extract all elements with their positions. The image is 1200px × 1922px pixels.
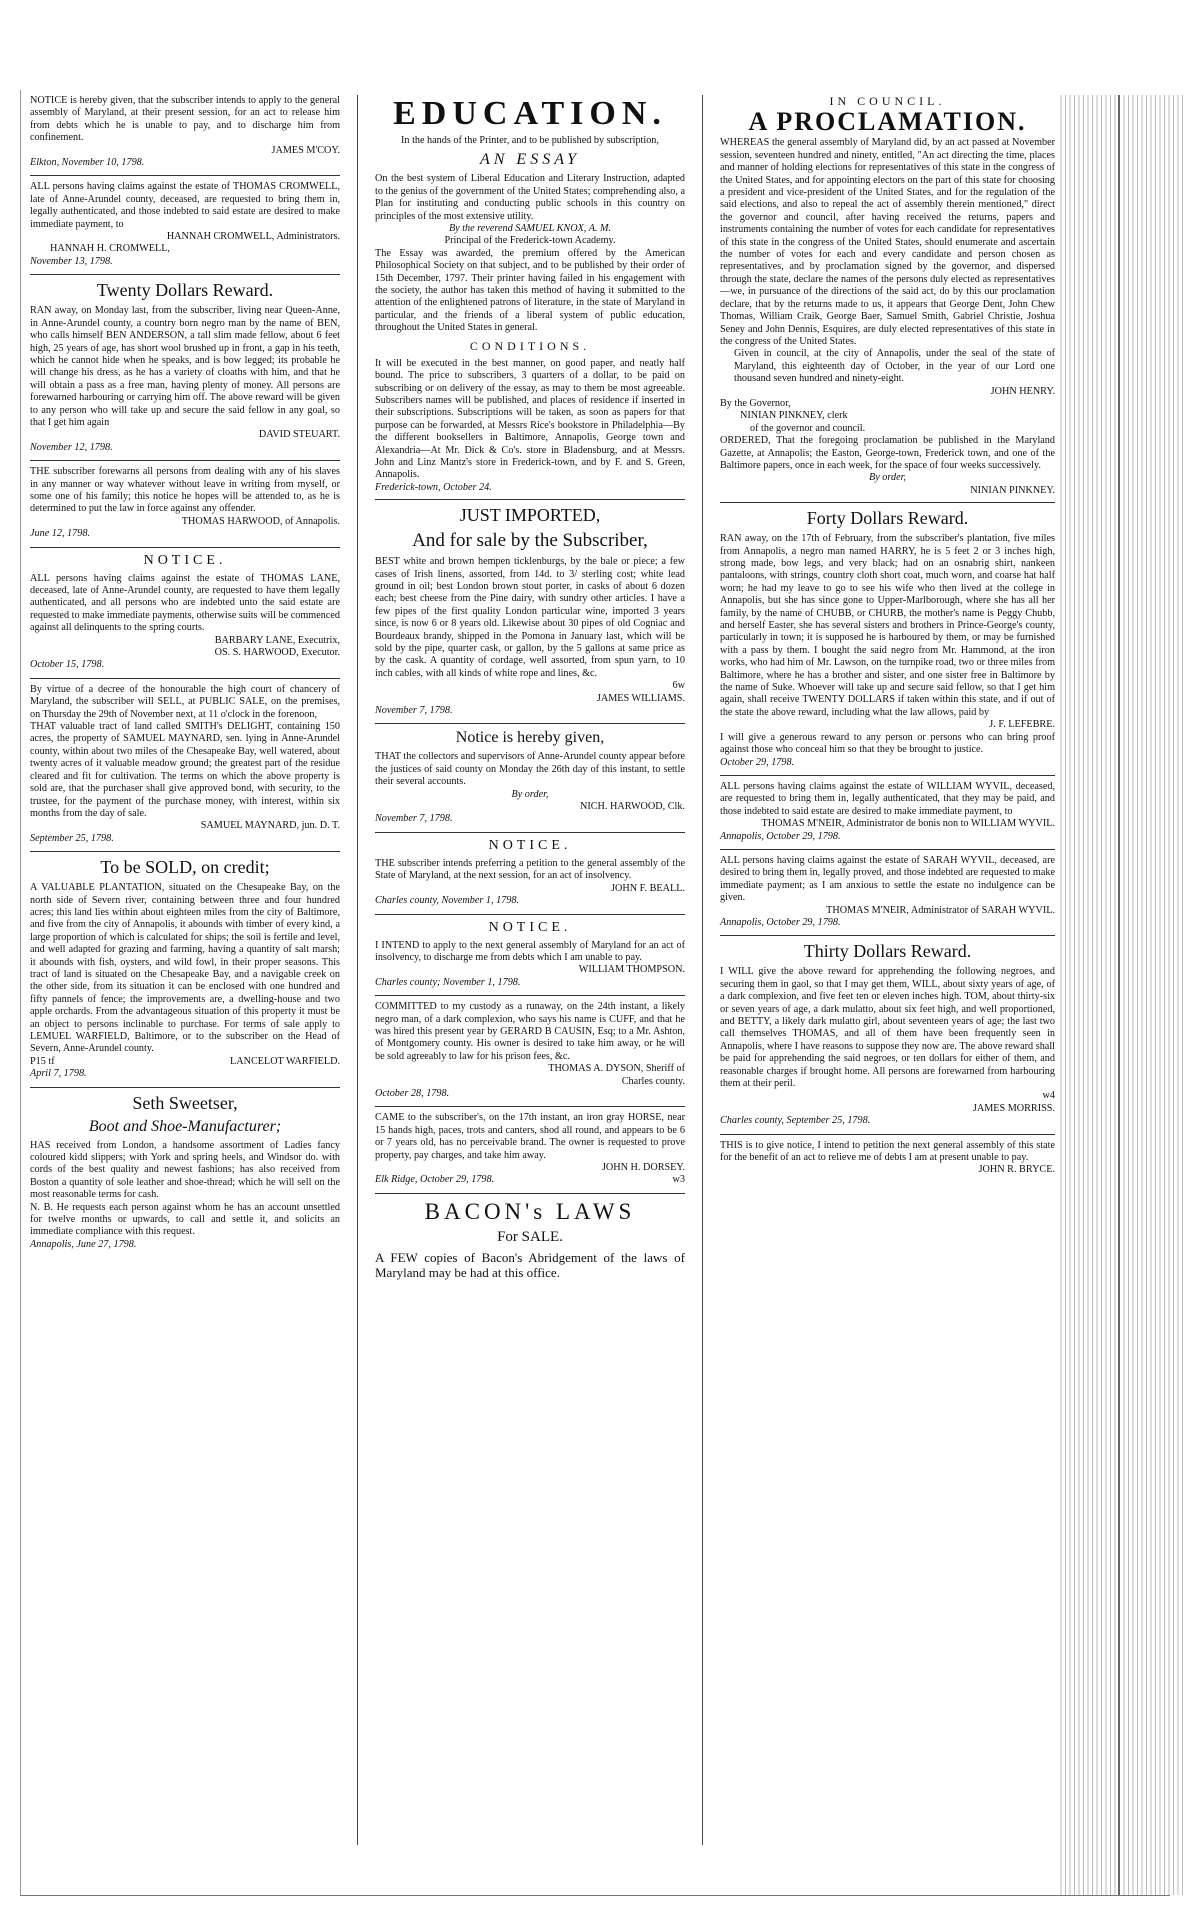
divider — [30, 547, 340, 548]
divider — [30, 851, 340, 852]
ad-signer: JAMES WILLIAMS. — [596, 692, 685, 704]
ad-text: THE subscriber intends preferring a petition to the general assembly of the State of Maryland, at the next session, for an act of insolvency. — [375, 857, 685, 882]
ad-text: ALL persons having claims against the estate of THOMAS LANE, deceased, late of Anne-Arundel county, are requested to have them legally authenticated, and all persons who are indebted unto the said estate are requested to make immediate payments, otherwise suits will be commenced against all delinquents to the spring courts. — [30, 572, 340, 634]
notice-william-wyvil — [720, 781, 1055, 843]
ad-text: BEST white and brown hempen ticklenburgs, by the bale or piece; a few cases of Irish linens, assorted, from 14d. to 3/ sterling cost; white lead ground in oil; best London brown stout porter, in casks of about 6 dozen each; best cheese from the Pine dairy, with sundry other articles. I have a few pipes of the first quality London particular wine, imported 3 years since, is now 6 or 8 years old. Likewise about 30 pipes of old Cogniac and Bourdeaux brandy, shipped in the Pomona in January last, which will be sold by the pipe, quarter cask, or gallon, by the 5 gallons at same price as by the cask. A quantity of cordage, well assorted, from spun yarn, to 10 inch cables, with all kinds of white rope and lines, &c. — [375, 556, 685, 679]
ad-text: THAT the collectors and supervisors of Anne-Arundel county appear before the justices of said county on Monday the 26th day of this instant, to settle their several accounts. — [375, 751, 685, 788]
ad-date: Elkton, November 10, 1798. — [30, 157, 145, 169]
column-divider-2 — [702, 95, 703, 1845]
ad-text: THAT valuable tract of land called SMITH's DELIGHT, containing 150 acres, the property of SAMUEL MAYNARD, sen. lying in Anne-Arundel county, within about two miles of the Chesapeake Bay, well watered, about twenty acres of it valuable meadow ground; the greatest part of the residue cleared and fit for cultivation. The terms on which the above property is sold are, that the purchaser shall give approved bond, with security, to the trustee, for the payment of the purchase money, with interest, within six months from the day of sale. — [30, 721, 340, 819]
ad-heading: Notice is hereby given, — [455, 729, 605, 747]
ad-date: Annapolis, October 29, 1798. — [720, 830, 841, 842]
ad-signer: WILLIAM THOMPSON. — [578, 964, 685, 976]
ad-mark: 6w — [672, 680, 685, 692]
proclamation-by: By the Governor, — [720, 397, 791, 409]
ad-signer: SAMUEL MAYNARD, jun. D. T. — [200, 820, 340, 832]
ad-date: Annapolis, June 27, 1798. — [30, 1238, 137, 1250]
date-text: Elk Ridge, October 29, 1798. — [375, 1174, 495, 1186]
column-1 — [30, 95, 340, 1257]
ad-date: June 12, 1798. — [30, 528, 90, 540]
education-date: Frederick-town, October 24. — [375, 481, 492, 493]
ad-text: THIS is to give notice, I intend to petition the next general assembly of this state for the benefit of an act to relieve me of debts I am at present unable to pay. — [720, 1139, 1055, 1164]
ad-date: October 28, 1798. — [375, 1087, 450, 1099]
notice-lane — [30, 553, 340, 672]
divider — [375, 499, 685, 500]
ad-signer: THOMAS M'NEIR, Administrator of SARAH WYVIL. — [826, 904, 1055, 916]
binding-edge-line — [1118, 95, 1120, 1895]
ad-text: I INTEND to apply to the next general assembly of Maryland for an act of insolvency, to discharge me from debts which I am unable to pay. — [375, 939, 685, 963]
council-heading: IN COUNCIL. — [829, 94, 946, 108]
committed-notice — [375, 1001, 685, 1100]
ad-subheading: Boot and Shoe-Manufacturer; — [88, 1117, 282, 1135]
ad-text: HAS received from London, a handsome assortment of Ladies fancy coloured kidd slippers; with York and spring heels, and Windsor do. with cords of the best quality and newest fashions; has also received from Boston a quantity of sole leather and shoe-thread; which he will sell on the most reasonable terms for cash. — [30, 1139, 340, 1201]
education-intro: In the hands of the Printer, and to be published by subscription, — [401, 135, 659, 146]
ad-text: A FEW copies of Bacon's Abridgement of the laws of Maryland may be had at this office. — [375, 1249, 685, 1280]
divider — [30, 175, 340, 176]
twenty-dollars-reward — [30, 280, 340, 454]
ad-signer: JAMES M'COY. — [271, 144, 340, 156]
divider — [30, 1087, 340, 1088]
plantation-sale — [30, 857, 340, 1081]
ad-order: By order, — [511, 788, 549, 800]
signer: LANCELOT WARFIELD. — [230, 1055, 340, 1067]
horse-notice — [375, 1112, 685, 1186]
ad-date — [375, 1174, 685, 1186]
ad-text: THE subscriber forewarns all persons from dealing with any of his slaves in any manner or way whatever without leave in writing from myself, or some one of his family; this notice he hopes will be attended to, as he is determined to put the law in force against any offender. — [30, 466, 340, 515]
ad-mark: w4 — [1042, 1090, 1055, 1102]
education-author-title: Principal of the Frederick-town Academy. — [444, 235, 616, 247]
just-imported-ad — [375, 505, 685, 717]
notice-sarah-wyvil — [720, 855, 1055, 929]
signer-1: HANNAH CROMWELL, — [166, 231, 275, 243]
notice-thompson — [375, 920, 685, 990]
ad-signer: THOMAS M'NEIR, Administrator de bonis non to WILLIAM WYVIL. — [761, 818, 1055, 830]
ad-heading: Thirty Dollars Reward. — [803, 941, 972, 962]
ad-signer: J. F. LEFEBRE. — [989, 719, 1055, 731]
divider — [375, 1106, 685, 1107]
education-text: On the best system of Liberal Education and Literary Instruction, adapted to the genius of the government of the United States; comprehending also, a Plan for instituting and conducting public schools in this country on principles of the most extensive utility. — [375, 173, 685, 222]
divider — [30, 274, 340, 275]
signer-2: HANNAH H. CROMWELL, — [50, 243, 170, 255]
proclamation-order: By order, — [869, 472, 906, 484]
ad-date: November 7, 1798. — [375, 705, 453, 717]
ad-signer-2: Charles county. — [621, 1075, 685, 1087]
page-frame-left — [20, 90, 21, 1895]
proclamation-clerk: NINIAN PINKNEY, clerk — [740, 410, 848, 422]
ad-date: Annapolis, October 29, 1798. — [720, 916, 841, 928]
conditions-text: It will be executed in the best manner, on good paper, and neatly half bound. The price to subscribers, 3 quarters of a dollar, to be paid on subscribing or on delivery of the essay, as may to them be most agreeable. Subscribers names will be published, and places of residence if inserted in their subscriptions. Subscriptions will be taken, as soon as papers for that purpose can be forwarded, at Messrs Rice's bookstore in Philadelphia—By the different booksellers in Baltimore, Annapolis, George town and Alexandria—At Mr. Dick & Co's. store in Bladensburg, and at Messrs. John and Linz Mantz's store in Frederick-town, and by F. and S. Green, Annapolis. — [375, 357, 685, 481]
divider — [375, 723, 685, 724]
divider — [720, 935, 1055, 936]
proclamation-clerk-2: of the governor and council. — [750, 422, 866, 434]
ad-text: ALL persons having claims against the estate of SARAH WYVIL, deceased, are desired to bring them in, legally proved, and those indebted are requested to make immediate payment; as I am anxious to settle the estate no indulgence can be given. — [720, 854, 1055, 904]
conditions-heading: CONDITIONS. — [469, 338, 591, 353]
ad-subheading: And for sale by the Subscriber, — [412, 530, 648, 552]
ad-text: COMMITTED to my custody as a runaway, on the 24th instant, a likely negro man, of a dark complexion, who says his name is CUFF, and that he was hired this present year by GERARD B CAUSIN, Esq; to a Mr. Ashton, of Montgomery county. His owner is desired to take him away, or he will be sold agreeably to law for his prison fees, &c. — [375, 1001, 685, 1062]
ad-signer: JOHN F. BEALL. — [611, 882, 685, 894]
divider — [720, 1134, 1055, 1135]
divider — [30, 460, 340, 461]
ad-date: September 25, 1798. — [30, 832, 114, 844]
ad-heading: Forty Dollars Reward. — [806, 508, 969, 529]
ad-date: November 12, 1798. — [30, 441, 113, 453]
divider — [720, 502, 1055, 503]
ad-date: November 7, 1798. — [375, 813, 453, 825]
divider — [375, 1193, 685, 1194]
ad-mark: w3 — [672, 1174, 685, 1186]
chancery-sale — [30, 684, 340, 845]
bacons-laws-ad — [375, 1199, 685, 1280]
ad-mark: P15 tf — [30, 1055, 55, 1067]
ad-text: NOTICE is hereby given, that the subscriber intends to apply to the general assembly of Maryland, at their present session, for an act to release him from debts which he is unable to pay, and to discharge him from confinement. — [30, 95, 340, 144]
ad-text-intro: By virtue of a decree of the honourable the high court of chancery of Maryland, the subscriber will SELL, at PUBLIC SALE, on the premises, on Thursday the 29th of November next, at 11 o'clock in the forenoon, — [30, 683, 340, 720]
ad-date: October 29, 1798. — [720, 756, 795, 768]
newspaper-page — [30, 95, 1055, 1890]
notice-collectors — [375, 729, 685, 825]
ad-heading: BACON's LAWS — [424, 1198, 636, 1224]
column-divider-1 — [357, 95, 358, 1845]
ad-signer: JOHN H. DORSEY. — [601, 1162, 685, 1173]
ad-text: ALL persons having claims against the estate of WILLIAM WYVIL, deceased, are requested to bring them in, legally authenticated, that they may be paid, and those indebted to said estate are desired to make immediate payment, to — [720, 780, 1055, 817]
divider — [720, 775, 1055, 776]
ad-text: RAN away, on the 17th of February, from the subscriber's plantation, five miles from Annapolis, a negro man named HARRY, he is 5 feet 2 or 3 inches high, strong made, bow legs, and very black; had on an osnabrig shirt, nankeen pantaloons, with strings, country cloth short coat, much worn, and coarse hat half worn; he had my leave to go to see his wife who then lived at the college in Annapolis, but she has since gone to Upper-Marlborough, where she has all her family, by the name of CHUBB, or CHURB, the mother's name is Peggy Chubb, and herself Easter, she has several sisters and brothers in Prince-George's county, particularly in town; it is supposed he is harboured by them, or may be furnished with a pass by them. I bought the said negro from Mr. Hammond, at the iron works, who had him of Mr. Lawson, on the turnpike road, two or three miles from Baltimore, where he has a brother and sister, and one sister free in Baltimore by the name of Suke. Whoever will take up and secure said fellow, so that I get him again, shall receive TWENTY DOLLARS if taken within this state, and if out of the state the above reward, including what the law allows, paid by — [720, 533, 1055, 718]
divider — [375, 995, 685, 996]
divider — [375, 914, 685, 915]
education-author: By the reverend SAMUEL KNOX, A. M. — [448, 223, 612, 235]
binding-edge — [1060, 95, 1185, 1895]
ad-heading: JUST IMPORTED, — [459, 505, 601, 526]
ad-date: November 13, 1798. — [30, 255, 113, 267]
ad-heading: Twenty Dollars Reward. — [96, 280, 274, 301]
education-title: EDUCATION. — [393, 95, 667, 132]
ad-text: I WILL give the above reward for apprehending the following negroes, and securing them in gaol, so that I may get them, WILL, about sixty years of age, of a dark complexion, and five feet ten or eleven inches high. TOM, about thirty-six or seven years of age, a dark mulatto, about six feet high, and well proportioned, and BETTY, a likely dark mulatto girl, about seventeen years of age; the last two call themselves THOMAS, and all of them have been frequently seen in Annapolis, where I have reasons to suppose they now are. The above reward shall be paid for apprehending the said negroes, or ten dollars for either of them, and reasonable charges if brought home. All persons are forewarned from harbouring them at their peril. — [720, 966, 1055, 1090]
notice-cromwell — [30, 181, 340, 268]
ad-subheading: For SALE. — [497, 1228, 563, 1245]
forty-dollars-reward — [720, 508, 1055, 769]
signer-1: BARBARY LANE, Executrix, — [214, 634, 340, 646]
ad-text: ALL persons having claims against the estate of THOMAS CROMWELL, late of Anne-Arundel county, deceased, are requested to bring them in, legally authenticated, and those indebted to said estate are desired to make immediate payment, to — [30, 181, 340, 230]
ad-signer — [30, 231, 340, 243]
proclamation-title: A PROCLAMATION. — [748, 107, 1027, 137]
divider — [375, 832, 685, 833]
notice-beall — [375, 838, 685, 908]
page-frame-bottom — [20, 1895, 1170, 1896]
ad-heading: NOTICE. — [143, 552, 227, 568]
ad-text-2: I will give a generous reward to any person or persons who can bring proof against those who conceal him so that they be brought to justice. — [720, 731, 1055, 756]
ad-heading: NOTICE. — [488, 919, 572, 935]
ad-date: April 7, 1798. — [30, 1068, 87, 1080]
ad-text: A VALUABLE PLANTATION, situated on the Chesapeake Bay, on the north side of Severn river, containing between three and four hundred acres; this land lies within about eighteen miles from the city of Baltimore, and five from the city of Annapolis, it abounds with timber of every kind, a large proportion of which is calculated for ships; the soil is fertile and level, and well adapted for grazing and farming, having a quantity of salt marsh; it abounds with fish, oysters, and wild fowl, in their proper seasons. This tract of land is situated on the Chesapeake Bay, and a navigable creek on the other side, from its situation it can be enclosed with one hundred and fifty pannels of fence; the improvements are, a dwelling-house and two apple orchards. From the advantageous situation of this property it must be an object to persons inclinable to purchase. For terms of sale apply to LEMUEL WARFIELD, Baltimore, or to the subscriber on the Head of Severn, Anne-Arundel county. — [30, 882, 340, 1055]
ad-text: RAN away, on Monday last, from the subscriber, living near Queen-Anne, in Anne-Arundel county, a country born negro man by the name of BEN, who calls himself BEN ANDERSON, a tall slim made fellow, about 6 feet high, 25 years of age, has short wool brushed up in front, a gap in his teeth, which he cannot hide when he speaks, and is bow legged; its probable he will change his dress, as he has a variety of cloaths with him, and that he will obtain a pass as a free man, having plenty of money. All persons are forewarned harbouring or carrying him off. The above reward will be given to any person who will take up and secure the said fellow in any goal, so that I get him again — [30, 305, 340, 428]
ad-signer — [30, 1056, 340, 1068]
ad-heading: Seth Sweetser, — [132, 1092, 238, 1113]
proclamation-signer: JOHN HENRY. — [990, 385, 1055, 397]
ad-heading: To be SOLD, on credit; — [100, 857, 270, 878]
column-2 — [375, 95, 685, 1286]
notice-mccoy — [30, 95, 340, 169]
signer-2: OS. S. HARWOOD, Executor. — [214, 647, 340, 659]
ad-date: Charles county, September 25, 1798. — [720, 1115, 871, 1127]
divider — [720, 849, 1055, 850]
ad-heading: NOTICE. — [488, 837, 572, 853]
proclamation-ordered: ORDERED, That the foregoing proclamation be published in the Maryland Gazette, at Annapolis; the Easton, George-town, Frederick town, and one of the Baltimore papers, once in each week, for the space of four weeks successively. — [720, 435, 1055, 471]
education-text-2: The Essay was awarded, the premium offered by the American Philosophical Society on that subject, and to be published by their order of 15th December, 1797. Their printer having failed in his engagement with the society, the author has taken this method of having it submitted to the attention of the enlightened patrons of literature, in the state of Maryland in particular, and the friends of a liberal system of public education, throughout the United States in general. — [375, 247, 685, 334]
proclamation-text: WHEREAS the general assembly of Maryland did, by an act passed at November session, seventeen hundred and ninety, entitled, "An act directing the time, places and manner of holding elections for representatives of this state in the congress of the United States, and for appointing electors on the part of this state for choosing a president and vice-president of the United States, and for the regulation of the said elections, and also to repeal the act of assembly therein mentioned," direct the governor and council, after having received the returns, papers and instruments containing the number of votes for each candidate for representatives of this state in the congress of the United States, should enumerate and ascertain the number of votes for each and every candidate and person chosen as representatives, and by proclamation signed by the governor, and dispersed through the state, declare the names of the persons duly elected as representatives—we, in pursuance of the directions of the said act, do by this our proclamation declare, that by the returns made to us, it appears that George Dent, John Chew Thomas, William Craik, George Baer, Samuel Smith, Gabriel Christie, Joshua Seney and John Dennis, Esquires, are duly elected representatives of this state in the congress of the United States. — [720, 137, 1055, 347]
proclamation-given: Given in council, at the city of Annapolis, under the seal of the state of Maryland, this eighteenth day of October, in the year of our Lord one thousand seven hundred and ninety-eight. — [734, 348, 1055, 385]
ad-text-nb: N. B. He requests each person against whom he has an account unsettled for twelve months or upwards, to call and settle it, and solicits an immediate compliance with this request. — [30, 1201, 340, 1238]
ad-signer: JAMES MORRISS. — [972, 1102, 1055, 1114]
notice-bryce — [720, 1140, 1055, 1177]
ad-signer: DAVID STEUART. — [258, 429, 340, 441]
signer-role: Administrators. — [276, 231, 340, 243]
ad-signer: THOMAS HARWOOD, of Annapolis. — [181, 515, 340, 527]
seth-sweetser-ad — [30, 1093, 340, 1252]
ad-date: October 15, 1798. — [30, 659, 105, 671]
ad-signer: NICH. HARWOOD, Clk. — [580, 801, 685, 813]
ad-date: Charles county, November 1, 1798. — [375, 895, 520, 907]
column-3 — [720, 95, 1055, 1183]
ad-date: Charles county; November 1, 1798. — [375, 976, 521, 988]
notice-harwood — [30, 466, 340, 540]
ad-signer: THOMAS A. DYSON, Sheriff of — [548, 1063, 685, 1075]
ad-text: CAME to the subscriber's, on the 17th instant, an iron gray HORSE, near 15 hands high, paces, trots and canters, shod all round, and appears to be 6 or 7 years old, has no perceivable brand. The owner is requested to prove property, pay charges, and take him away. — [375, 1112, 685, 1161]
ad-signer: JOHN R. BRYCE. — [978, 1164, 1055, 1176]
proclamation-signer-2: NINIAN PINKNEY. — [970, 484, 1055, 496]
essay-heading: AN ESSAY — [479, 151, 580, 169]
divider — [30, 678, 340, 679]
thirty-dollars-reward — [720, 941, 1055, 1127]
